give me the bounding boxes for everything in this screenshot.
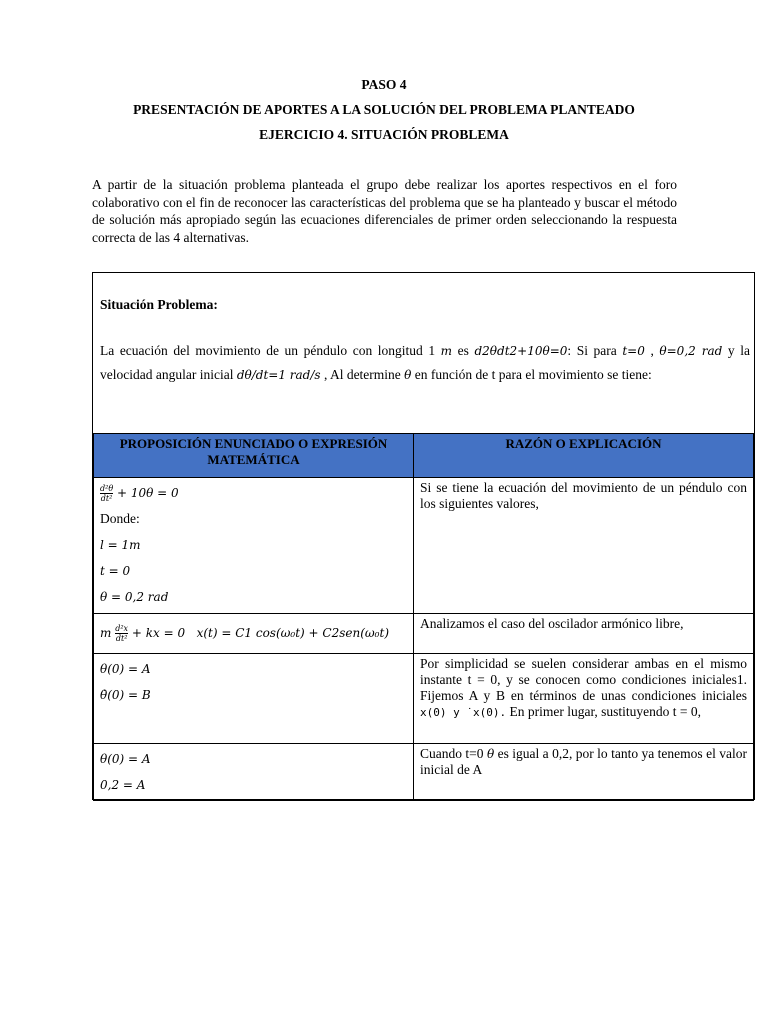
section-step: PASO 4 [361,77,407,92]
solution-table [93,433,754,801]
table-row [94,614,754,654]
row1-reason: Si se tiene la ecuación del movimiento de un péndulo con los siguientes valores, [414,478,754,614]
col1-header: PROPOSICIÓN ENUNCIADO O EXPRESIÓN MATEMÁTICA [94,434,414,478]
length-value: l = 1m [100,538,141,552]
document-title: PRESENTACIÓN DE APORTES A LA SOLUCIÓN DEL PROBLEMA PLANTEADO [133,102,635,117]
col2-header: RAZÓN O EXPLICACIÓN [414,434,754,478]
table-row [94,654,754,744]
motion-equation: $\frac{\text{d²θ}}{\text{dt²}}$ + 10θ = 0 [100,484,179,503]
table-row [94,744,754,801]
oscillator-equation: m $\frac{\text{d²x}}{\text{dt²}}$ + kx = 0 x(t) = C1 cos(ω₀t) + C2sen(ω₀t) [100,624,389,643]
initial-condition-b: θ̇(0) = B [100,688,151,702]
situation-label: Situación Problema: [100,297,218,312]
row2-reason: Analizamos el caso del oscilador armónico libre, [414,614,754,654]
exercise-title: EJERCICIO 4. SITUACIÓN PROBLEMA [259,127,509,142]
problem-box [92,272,755,800]
time-value: t = 0 [100,564,131,578]
intro-paragraph: A partir de la situación problema planteada el grupo debe realizar los aportes respectivos en el foro colaborativo con el fin de reconocer las características del problema que se ha planteado y buscar el método de solución más apropiado según las ecuaciones diferenciales de primer orden seleccionando la respuesta correcta de las 4 alternativas. [92,177,677,245]
row4-reason: Cuando t=0 θ es igual a 0,2, por lo tanto ya tenemos el valor inicial de A [414,744,754,801]
row3-reason: Por simplicidad se suelen considerar ambas en el mismo instante t = 0, y se conocen como condiciones iniciales1. Fijemos A y B en términos de unas condiciones iniciales x(0) y ˙x(0). En primer lugar, sustituyendo t = 0, [414,654,754,744]
donde-label: Donde: [100,511,140,526]
theta-value: θ = 0,2 rad [100,590,169,604]
table-row [94,478,754,614]
theta-zero: θ(0) = A [100,752,151,766]
situation-text: La ecuación del movimiento de un péndulo con longitud 1 m es d2θdt2+10θ=0: Si para t=0 , θ=0,2 rad y la velocidad angular inicial dθ/dt=1 rad/s , Al determine θ en función de t para el movimiento se tiene: [100,343,751,382]
initial-condition-a: θ(0) = A [100,662,151,676]
a-value: 0,2 = A [100,778,146,792]
